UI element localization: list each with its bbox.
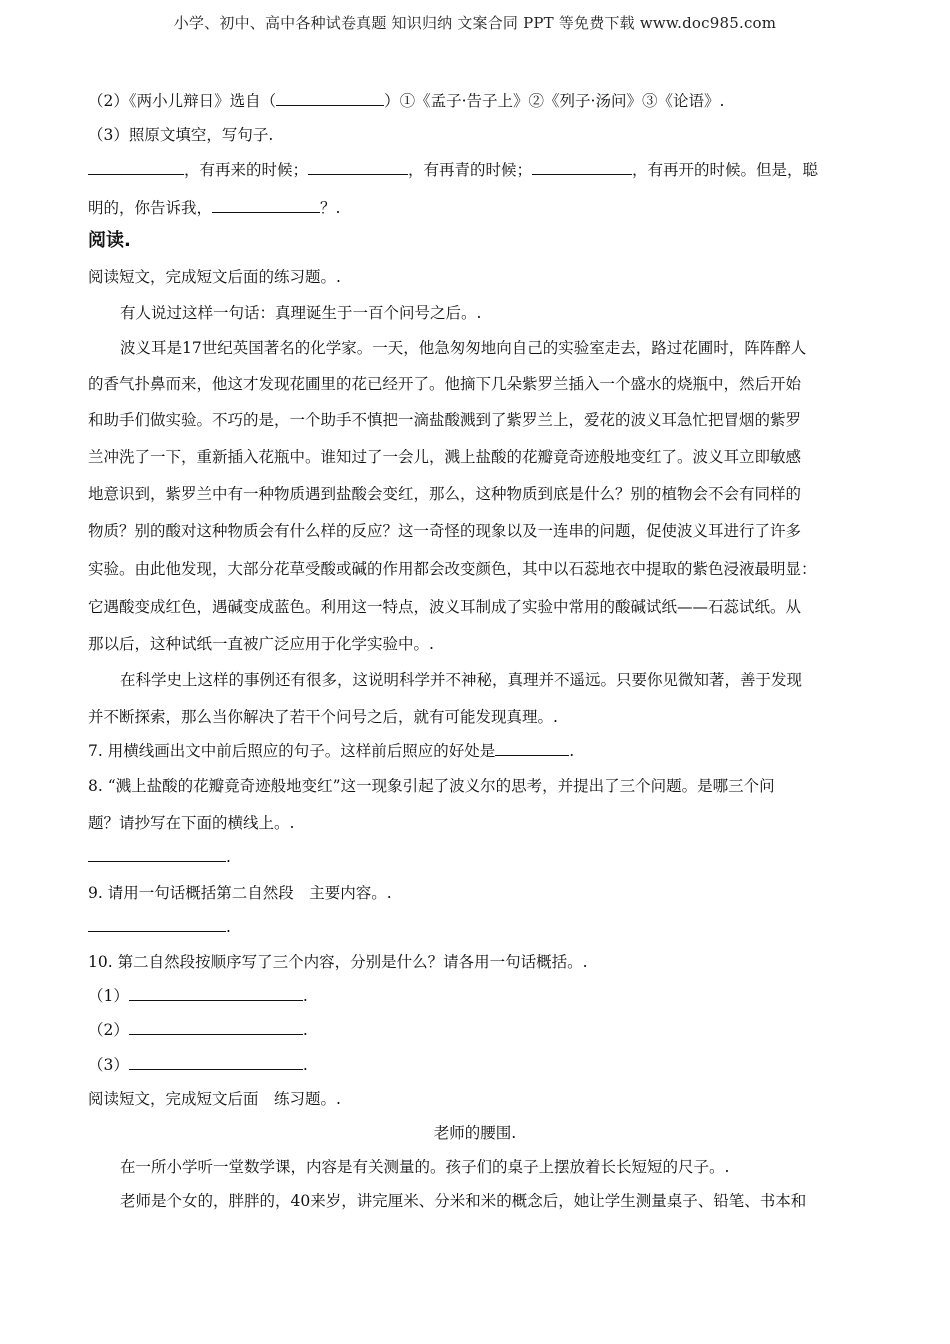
q3-text-2: ，有再青的时候； — [408, 161, 533, 179]
reading2-intro: 阅读短文，完成短文后面 练习题。. — [88, 1090, 341, 1108]
reading1-para-line: 波义耳是17世纪英国著名的化学家。一天，他急匆匆地向自己的实验室走去，路过花圃时，阵阵醉人 — [120, 339, 807, 357]
q10-item — [88, 985, 308, 1007]
q10-item — [88, 1019, 308, 1041]
reading2-para-line: 在一所小学听一堂数学课，内容是有关测量的。孩子们的桌子上摆放着长长短短的尺子。. — [120, 1158, 730, 1176]
q10-item-label: （3） — [88, 1056, 129, 1074]
question-10: 10. 第二自然段按顺序写了三个内容，分别是什么？请各用一句话概括。. — [88, 953, 588, 971]
question-8-line2: 题？请抄写在下面的横线上。. — [88, 814, 295, 832]
question-3-line2 — [88, 197, 340, 219]
reading1-intro: 阅读短文，完成短文后面的练习题。. — [88, 268, 341, 286]
q3-blank-1[interactable] — [88, 159, 184, 175]
reading1-para-line: 那以后，这种试纸一直被广泛应用于化学实验中。. — [88, 635, 434, 653]
q3-text-1: ，有再来的时候； — [184, 161, 309, 179]
q2-suffix: ）①《孟子·告子上》②《列子·汤问》③《论语》. — [384, 92, 725, 110]
q8-end: . — [226, 848, 231, 866]
page-header: 小学、初中、高中各种试卷真题 知识归纳 文案合同 PPT 等免费下载 www.doc985.com — [173, 14, 777, 32]
reading1-para-line: 在科学史上这样的事例还有很多，这说明科学并不神秘，真理并不遥远。只要你见微知著，善于发现 — [120, 671, 803, 689]
q2-prefix: （2）《两小儿辩日》选自（ — [88, 92, 277, 110]
q7-answer-blank[interactable] — [495, 740, 569, 756]
reading1-para-line: 地意识到，紫罗兰中有一种物质遇到盐酸会变红，那么，这种物质到底是什么？别的植物会不会有同样的 — [88, 485, 802, 503]
reading1-para-line: 物质？别的酸对这种物质会有什么样的反应？这一奇怪的现象以及一连串的问题，促使波义耳进行了许多 — [88, 522, 802, 540]
q9-end: . — [226, 918, 231, 936]
q3-text-3: ，有再开的时候。但是，聪 — [632, 161, 819, 179]
reading1-para-line: 的香气扑鼻而来，他这才发现花圃里的花已经开了。他摘下几朵紫罗兰插入一个盛水的烧瓶中，然后开始 — [88, 375, 802, 393]
reading2-title: 老师的腰围. — [433, 1124, 517, 1142]
reading2-para-line: 老师是个女的，胖胖的，40来岁，讲完厘米、分米和米的概念后，她让学生测量桌子、铅笔、书本和 — [120, 1192, 807, 1210]
q10-item — [88, 1054, 308, 1076]
reading1-para-line: 和助手们做实验。不巧的是，一个助手不慎把一滴盐酸溅到了紫罗兰上，爱花的波义耳急忙把冒烟的紫罗 — [88, 411, 802, 429]
q8-answer-blank[interactable] — [88, 846, 226, 862]
reading1-para-line: 并不断探索，那么当你解决了若干个问号之后，就有可能发现真理。. — [88, 708, 558, 726]
question-3-line1 — [88, 159, 818, 181]
q10-item-label: （1） — [88, 987, 129, 1005]
q2-answer-blank[interactable] — [276, 90, 384, 106]
question-9: 9. 请用一句话概括第二自然段 主要内容。. — [88, 884, 392, 902]
q9-answer-line — [88, 916, 231, 938]
q9-answer-blank[interactable] — [88, 916, 226, 932]
q10-end: . — [302, 1021, 308, 1039]
section-title: 阅读. — [88, 230, 131, 251]
reading1-para-line: 实验。由此他发现，大部分花草受酸或碱的作用都会改变颜色，其中以石蕊地衣中提取的紫色浸液最明显： — [88, 560, 817, 578]
q7-text: 7. 用横线画出文中前后照应的句子。这样前后照应的好处是 — [88, 742, 496, 760]
reading1-para-line: 有人说过这样一句话：真理诞生于一百个问号之后。. — [120, 304, 482, 322]
question-3-label: （3）照原文填空，写句子. — [88, 126, 274, 144]
q10-answer-blank[interactable] — [129, 985, 303, 1001]
reading1-para-line: 兰冲洗了一下，重新插入花瓶中。谁知过了一会儿，溅上盐酸的花瓣竟奇迹般地变红了。波义耳立即敏感 — [88, 448, 802, 466]
q3-blank-4[interactable] — [212, 197, 320, 213]
q8-answer-line — [88, 846, 231, 868]
q10-item-label: （2） — [88, 1021, 129, 1039]
question-2 — [88, 90, 724, 112]
question-8-line1: 8. “溅上盐酸的花瓣竟奇迹般地变红”这一现象引起了波义尔的思考，并提出了三个问题。是哪三个问 — [88, 777, 775, 795]
q3-text-4: 明的，你告诉我， — [88, 199, 213, 217]
reading1-para-line: 它遇酸变成红色，遇碱变成蓝色。利用这一特点，波义耳制成了实验中常用的酸碱试纸——石蕊试纸。从 — [88, 598, 802, 616]
q7-end: . — [569, 742, 575, 760]
q3-text-5: ？. — [320, 199, 341, 217]
q10-answer-blank[interactable] — [129, 1054, 303, 1070]
q10-end: . — [302, 1056, 308, 1074]
question-7 — [88, 740, 574, 762]
q10-end: . — [302, 987, 308, 1005]
q3-blank-2[interactable] — [308, 159, 408, 175]
q10-answer-blank[interactable] — [129, 1019, 303, 1035]
q3-blank-3[interactable] — [532, 159, 632, 175]
